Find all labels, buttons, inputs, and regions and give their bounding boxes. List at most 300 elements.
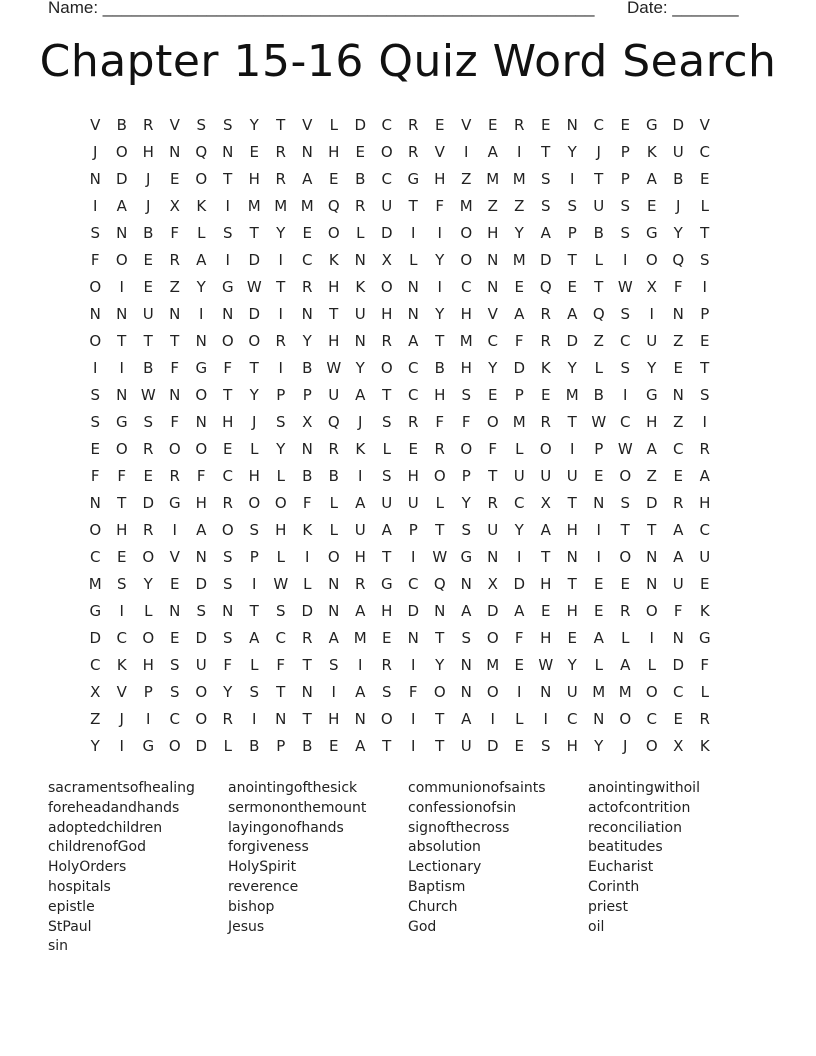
grid-letter: O	[486, 629, 499, 647]
grid-letter: A	[487, 143, 498, 161]
grid-letter: G	[221, 278, 234, 296]
grid-letter: J	[146, 170, 151, 188]
grid-letter: R	[275, 170, 286, 188]
grid-letter: U	[354, 305, 366, 323]
grid-letter: O	[221, 521, 234, 539]
grid-letter: N	[487, 548, 499, 566]
grid-letter: W	[591, 413, 607, 431]
grid-letter: L	[303, 575, 312, 593]
grid-letter: E	[567, 629, 577, 647]
grid-letter: O	[619, 467, 632, 485]
grid-letter: H	[646, 413, 658, 431]
grid-letter: S	[620, 224, 631, 242]
grid-letter: T	[382, 737, 392, 755]
grid-letter: H	[195, 494, 207, 512]
grid-letter: O	[89, 278, 102, 296]
grid-letter: E	[541, 386, 551, 404]
grid-letter: R	[169, 251, 180, 269]
grid-letter: O	[619, 548, 632, 566]
grid-letter: L	[276, 467, 285, 485]
grid-letter: O	[115, 143, 128, 161]
grid-letter: T	[329, 305, 339, 323]
grid-letter: N	[169, 386, 181, 404]
grid-letter: I	[623, 386, 628, 404]
grid-letter: F	[223, 656, 233, 674]
grid-letter: M	[512, 413, 526, 431]
grid-letter: S	[540, 197, 551, 215]
grid-letter: C	[567, 710, 578, 728]
grid-letter: C	[620, 332, 631, 350]
grid-letter: A	[673, 548, 684, 566]
grid-letter: N	[460, 575, 472, 593]
grid-letter: K	[196, 197, 207, 215]
date-field-label: Date: _______	[627, 0, 739, 17]
grid-letter: H	[328, 710, 340, 728]
grid-letter: J	[93, 143, 98, 161]
grid-letter: Y	[196, 278, 206, 296]
grid-letter: N	[672, 629, 684, 647]
grid-letter: D	[513, 359, 526, 377]
grid-letter: G	[89, 602, 102, 620]
grid-letter: T	[382, 548, 392, 566]
grid-letter: U	[328, 386, 340, 404]
grid-letter: S	[620, 197, 631, 215]
grid-letter: B	[249, 737, 260, 755]
grid-letter: I	[411, 656, 416, 674]
grid-letter: P	[143, 683, 153, 701]
grid-letter: H	[142, 143, 154, 161]
grid-letter: O	[195, 683, 208, 701]
grid-letter: M	[247, 197, 261, 215]
grid-letter: S	[222, 224, 233, 242]
grid-letter: D	[539, 251, 552, 269]
grid-letter: F	[700, 656, 710, 674]
grid-letter: A	[699, 467, 710, 485]
grid-letter: N	[354, 251, 366, 269]
word-list-item: bishop	[228, 898, 275, 915]
grid-letter: C	[408, 359, 419, 377]
grid-letter: C	[620, 413, 631, 431]
grid-letter: S	[249, 521, 260, 539]
grid-letter: E	[223, 440, 233, 458]
grid-letter: T	[382, 386, 392, 404]
grid-letter: C	[381, 116, 392, 134]
word-list-item: Baptism	[408, 878, 466, 895]
grid-letter: T	[541, 548, 551, 566]
grid-letter: E	[143, 278, 153, 296]
grid-letter: A	[673, 521, 684, 539]
grid-letter: C	[699, 521, 710, 539]
grid-letter: D	[89, 629, 102, 647]
grid-letter: Y	[435, 305, 445, 323]
grid-letter: N	[407, 305, 419, 323]
word-list-item: oil	[588, 918, 605, 935]
grid-letter: N	[328, 575, 340, 593]
word-list-item: Church	[408, 898, 458, 915]
grid-letter: K	[355, 278, 366, 296]
grid-letter: I	[252, 575, 257, 593]
grid-letter: Z	[593, 332, 604, 350]
grid-letter: I	[225, 197, 230, 215]
grid-letter: F	[170, 224, 180, 242]
grid-letter: T	[276, 116, 286, 134]
grid-letter: O	[460, 224, 473, 242]
grid-letter: Q	[672, 251, 685, 269]
name-field-label: Name: ____________________________________________________	[48, 0, 595, 17]
grid-letter: H	[142, 656, 154, 674]
grid-letter: R	[408, 143, 419, 161]
grid-letter: I	[464, 143, 469, 161]
grid-letter: W	[273, 575, 289, 593]
grid-letter: A	[408, 332, 419, 350]
grid-letter: B	[673, 170, 684, 188]
word-list-item: adoptedchildren	[48, 819, 163, 836]
grid-letter: Y	[567, 656, 577, 674]
grid-letter: E	[514, 656, 524, 674]
grid-letter: E	[488, 386, 498, 404]
grid-letter: I	[278, 359, 283, 377]
grid-letter: I	[411, 710, 416, 728]
grid-letter: R	[699, 710, 710, 728]
grid-letter: Y	[276, 224, 286, 242]
grid-letter: T	[249, 359, 259, 377]
grid-letter: N	[275, 710, 287, 728]
grid-letter: U	[460, 737, 472, 755]
grid-letter: I	[411, 224, 416, 242]
grid-letter: D	[142, 494, 155, 512]
grid-letter: I	[437, 278, 442, 296]
grid-letter: V	[699, 116, 710, 134]
grid-letter: R	[143, 116, 154, 134]
grid-letter: E	[541, 602, 551, 620]
grid-letter: Y	[594, 737, 604, 755]
grid-letter: S	[116, 575, 127, 593]
grid-letter: G	[115, 413, 128, 431]
grid-letter: S	[699, 386, 710, 404]
grid-letter: T	[435, 332, 445, 350]
word-list	[48, 780, 768, 958]
grid-letter: G	[168, 494, 181, 512]
grid-letter: T	[223, 170, 233, 188]
grid-letter: H	[328, 332, 340, 350]
grid-letter: I	[411, 548, 416, 566]
word-list-item: sin	[48, 938, 69, 955]
grid-letter: X	[487, 575, 498, 593]
grid-letter: S	[143, 413, 154, 431]
grid-letter: Y	[302, 332, 312, 350]
grid-letter: T	[117, 332, 127, 350]
grid-letter: C	[408, 575, 419, 593]
grid-letter: M	[459, 332, 473, 350]
grid-letter: N	[169, 305, 181, 323]
grid-letter: S	[169, 656, 180, 674]
grid-letter: E	[117, 548, 127, 566]
grid-letter: A	[196, 251, 207, 269]
grid-letter: Q	[433, 575, 446, 593]
grid-letter: V	[90, 116, 101, 134]
grid-letter: H	[248, 467, 260, 485]
grid-letter: E	[170, 170, 180, 188]
grid-letter: J	[596, 143, 601, 161]
grid-letter: M	[565, 386, 579, 404]
grid-letter: Y	[567, 359, 577, 377]
grid-letter: C	[90, 656, 101, 674]
grid-letter: V	[116, 683, 127, 701]
grid-letter: K	[116, 656, 127, 674]
grid-letter: R	[222, 710, 233, 728]
grid-letter: C	[275, 629, 286, 647]
grid-letter: T	[302, 710, 312, 728]
grid-letter: B	[328, 467, 339, 485]
grid-letter: S	[169, 683, 180, 701]
word-list-item: forgiveness	[228, 839, 309, 856]
grid-letter: X	[90, 683, 101, 701]
grid-letter: H	[434, 386, 446, 404]
grid-letter: I	[596, 521, 601, 539]
grid-letter: F	[223, 359, 233, 377]
grid-letter: P	[302, 386, 312, 404]
grid-letter: I	[517, 143, 522, 161]
grid-letter: Q	[327, 413, 340, 431]
word-list-item: epistle	[48, 898, 95, 915]
grid-letter: C	[673, 440, 684, 458]
grid-letter: M	[274, 197, 288, 215]
grid-letter: F	[276, 656, 286, 674]
grid-letter: H	[540, 575, 552, 593]
grid-letter: R	[302, 278, 313, 296]
grid-letter: H	[699, 494, 711, 512]
grid-letter: O	[327, 548, 340, 566]
grid-letter: S	[461, 629, 472, 647]
grid-letter: Z	[90, 710, 101, 728]
grid-letter: L	[647, 656, 656, 674]
grid-letter: N	[566, 116, 578, 134]
grid-letter: E	[700, 170, 710, 188]
grid-letter: X	[302, 413, 313, 431]
grid-letter: I	[172, 521, 177, 539]
grid-letter: P	[620, 170, 630, 188]
grid-letter: D	[486, 602, 499, 620]
grid-letter: R	[540, 332, 551, 350]
word-list-item: reconciliation	[588, 819, 682, 836]
grid-letter: Z	[169, 278, 180, 296]
grid-letter: U	[513, 467, 525, 485]
grid-letter: O	[115, 251, 128, 269]
grid-letter: N	[434, 602, 446, 620]
grid-letter: F	[435, 413, 445, 431]
grid-letter: A	[593, 629, 604, 647]
grid-letter: H	[328, 278, 340, 296]
grid-letter: P	[461, 467, 471, 485]
grid-letter: B	[116, 116, 127, 134]
grid-letter: O	[460, 440, 473, 458]
grid-letter: U	[381, 494, 393, 512]
grid-letter: T	[700, 359, 710, 377]
grid-letter: D	[354, 116, 367, 134]
grid-letter: T	[567, 413, 577, 431]
grid-letter: L	[621, 629, 630, 647]
grid-letter: O	[142, 629, 155, 647]
grid-letter: U	[672, 575, 684, 593]
grid-letter: R	[143, 440, 154, 458]
grid-letter: I	[305, 548, 310, 566]
grid-letter: Y	[143, 575, 153, 593]
grid-letter: O	[539, 440, 552, 458]
grid-letter: A	[355, 737, 366, 755]
grid-letter: D	[195, 575, 208, 593]
grid-letter: E	[594, 602, 604, 620]
grid-letter: E	[408, 440, 418, 458]
grid-letter: W	[432, 548, 448, 566]
grid-letter: K	[355, 440, 366, 458]
grid-letter: S	[540, 170, 551, 188]
grid-letter: L	[594, 656, 603, 674]
grid-letter: A	[540, 224, 551, 242]
grid-letter: T	[567, 575, 577, 593]
page-title: Chapter 15-16 Quiz Word Search	[39, 36, 777, 87]
grid-letter: O	[619, 710, 632, 728]
grid-letter: L	[144, 602, 153, 620]
grid-letter: N	[301, 143, 313, 161]
grid-letter: W	[140, 386, 156, 404]
grid-letter: Y	[461, 494, 471, 512]
grid-letter: E	[249, 143, 259, 161]
grid-letter: P	[594, 440, 604, 458]
grid-letter: Z	[646, 467, 657, 485]
grid-letter: A	[540, 521, 551, 539]
grid-letter: N	[195, 332, 207, 350]
grid-letter: O	[380, 359, 393, 377]
grid-letter: O	[380, 278, 393, 296]
grid-letter: O	[274, 494, 287, 512]
grid-letter: N	[89, 494, 101, 512]
grid-letter: T	[488, 467, 498, 485]
grid-letter: I	[331, 683, 336, 701]
grid-letter: F	[90, 251, 100, 269]
grid-letter: E	[647, 197, 657, 215]
grid-letter: E	[594, 575, 604, 593]
grid-letter: D	[301, 602, 314, 620]
grid-letter: A	[567, 305, 578, 323]
grid-letter: G	[142, 737, 155, 755]
grid-letter: S	[620, 494, 631, 512]
grid-letter: Y	[647, 359, 657, 377]
grid-letter: E	[594, 467, 604, 485]
grid-letter: T	[594, 278, 604, 296]
grid-letter: T	[249, 602, 259, 620]
grid-letter: R	[302, 629, 313, 647]
grid-letter: I	[199, 305, 204, 323]
grid-letter: X	[540, 494, 551, 512]
grid-letter: C	[116, 629, 127, 647]
grid-letter: U	[381, 197, 393, 215]
grid-letter: R	[540, 305, 551, 323]
grid-letter: U	[566, 467, 578, 485]
word-list-item: Eucharist	[588, 859, 654, 876]
grid-letter: G	[698, 629, 711, 647]
grid-letter: M	[88, 575, 102, 593]
grid-letter: V	[302, 116, 313, 134]
grid-letter: A	[514, 305, 525, 323]
grid-letter: U	[142, 305, 154, 323]
grid-letter: M	[459, 197, 473, 215]
grid-letter: L	[382, 440, 391, 458]
grid-letter: U	[593, 197, 605, 215]
grid-letter: F	[196, 467, 206, 485]
grid-letter: A	[620, 656, 631, 674]
grid-letter: R	[699, 440, 710, 458]
grid-letter: I	[252, 710, 257, 728]
grid-letter: D	[513, 575, 526, 593]
grid-letter: A	[646, 440, 657, 458]
grid-letter: O	[221, 332, 234, 350]
grid-letter: O	[195, 710, 208, 728]
word-list-item: childrenofGod	[48, 839, 146, 856]
grid-letter: O	[380, 143, 393, 161]
grid-letter: P	[276, 386, 286, 404]
word-list-item: communionofsaints	[408, 780, 546, 796]
grid-letter: E	[673, 710, 683, 728]
grid-letter: D	[486, 737, 499, 755]
grid-letter: Y	[249, 116, 259, 134]
grid-letter: B	[143, 224, 154, 242]
grid-letter: E	[170, 575, 180, 593]
grid-letter: N	[116, 224, 128, 242]
grid-letter: H	[460, 359, 472, 377]
grid-letter: O	[433, 683, 446, 701]
grid-letter: R	[514, 116, 525, 134]
grid-letter: H	[354, 548, 366, 566]
grid-letter: L	[700, 197, 709, 215]
grid-letter: T	[117, 494, 127, 512]
grid-letter: N	[169, 143, 181, 161]
grid-letter: T	[143, 332, 153, 350]
grid-letter: R	[169, 467, 180, 485]
grid-letter: D	[195, 737, 208, 755]
grid-letter: O	[142, 548, 155, 566]
grid-letter: D	[195, 629, 208, 647]
grid-letter: V	[434, 143, 445, 161]
grid-letter: N	[301, 305, 313, 323]
grid-letter: C	[514, 494, 525, 512]
grid-letter: X	[381, 251, 392, 269]
grid-letter: T	[302, 656, 312, 674]
grid-letter: Z	[673, 413, 684, 431]
word-list-item: sacramentsofhealing	[48, 780, 195, 796]
grid-letter: Y	[435, 656, 445, 674]
grid-letter: U	[195, 656, 207, 674]
grid-letter: H	[116, 521, 128, 539]
grid-letter: F	[488, 440, 498, 458]
grid-letter: U	[699, 548, 711, 566]
grid-letter: E	[700, 575, 710, 593]
grid-letter: P	[408, 521, 418, 539]
grid-letter: T	[594, 170, 604, 188]
grid-letter: R	[408, 413, 419, 431]
grid-letter: G	[645, 224, 658, 242]
grid-letter: N	[222, 305, 234, 323]
grid-letter: Y	[514, 521, 524, 539]
grid-letter: I	[146, 710, 151, 728]
grid-letter: E	[329, 170, 339, 188]
grid-letter: S	[222, 629, 233, 647]
grid-letter: U	[540, 467, 552, 485]
grid-letter: P	[514, 386, 524, 404]
grid-letter: H	[566, 737, 578, 755]
grid-letter: G	[380, 575, 393, 593]
grid-letter: O	[195, 386, 208, 404]
grid-letter: H	[407, 467, 419, 485]
